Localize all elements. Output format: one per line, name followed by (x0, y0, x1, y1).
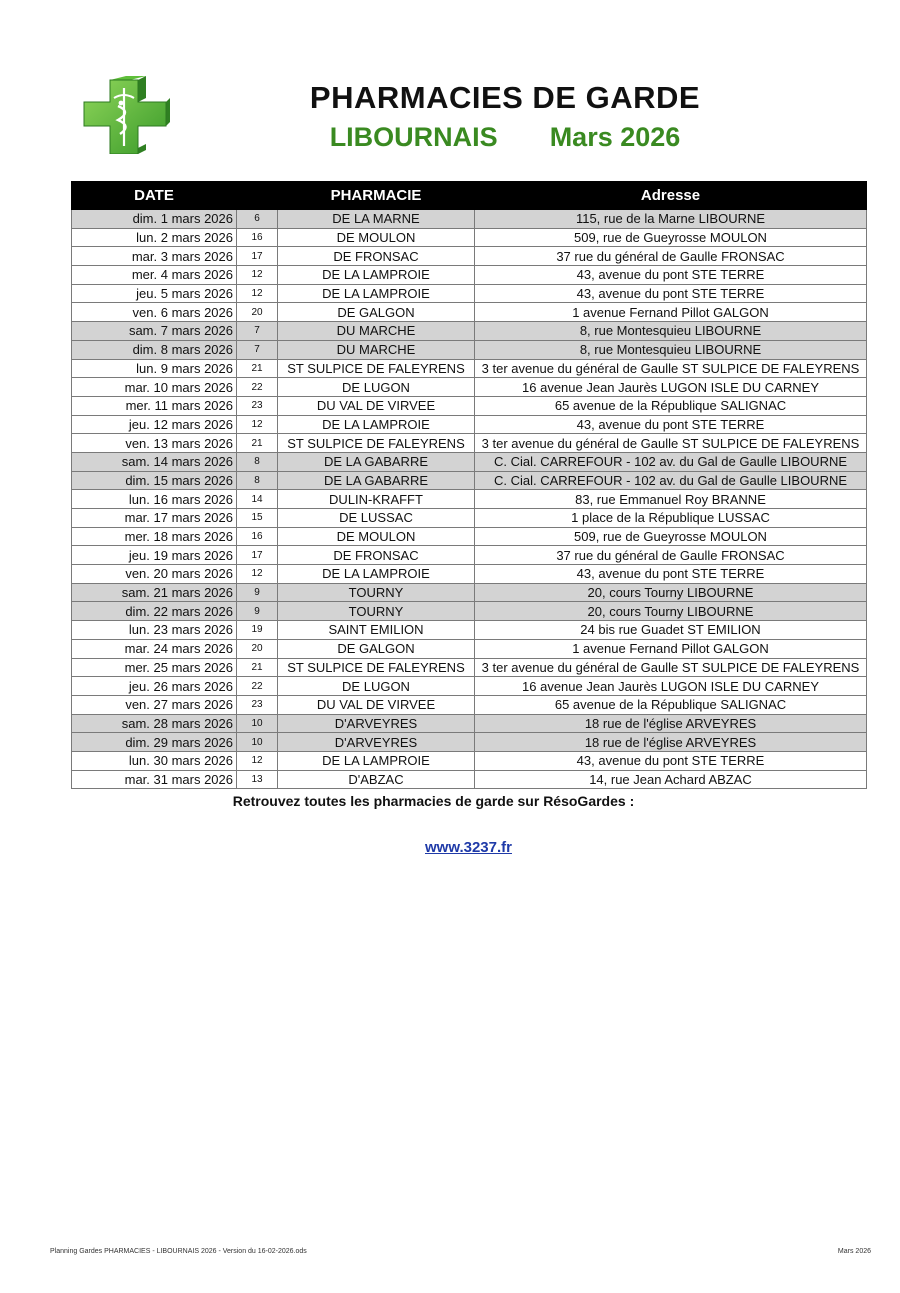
table-row (72, 621, 867, 640)
table-row (72, 340, 867, 359)
cell-num: 23 (237, 695, 278, 714)
cell-num: 17 (237, 546, 278, 565)
cell-num: 12 (237, 266, 278, 285)
cell-adresse: 37 rue du général de Gaulle FRONSAC (475, 546, 867, 565)
cell-date: ven. 27 mars 2026 (72, 695, 237, 714)
cell-adresse: 8, rue Montesquieu LIBOURNE (475, 340, 867, 359)
cell-num: 12 (237, 751, 278, 770)
cell-pharmacie: ST SULPICE DE FALEYRENS (278, 359, 475, 378)
table-row (72, 359, 867, 378)
cell-adresse: 43, avenue du pont STE TERRE (475, 284, 867, 303)
cell-adresse: 509, rue de Gueyrosse MOULON (475, 527, 867, 546)
cell-num: 20 (237, 303, 278, 322)
cell-adresse: 43, avenue du pont STE TERRE (475, 415, 867, 434)
cell-pharmacie: D'ARVEYRES (278, 714, 475, 733)
cell-num: 16 (237, 527, 278, 546)
cell-date: mar. 3 mars 2026 (72, 247, 237, 266)
cell-num: 9 (237, 602, 278, 621)
cell-pharmacie: DE LA GABARRE (278, 471, 475, 490)
cell-adresse: 16 avenue Jean Jaurès LUGON ISLE DU CARNEY (475, 378, 867, 397)
table-row (72, 509, 867, 528)
table-row (72, 284, 867, 303)
garde-table (71, 181, 867, 789)
cell-num: 7 (237, 340, 278, 359)
cell-pharmacie: DU VAL DE VIRVEE (278, 695, 475, 714)
footer-month: Mars 2026 (837, 1248, 871, 1255)
month-name: Mars 2026 (549, 122, 681, 152)
cell-pharmacie: TOURNY (278, 583, 475, 602)
page-subtitle (230, 122, 780, 153)
cell-adresse: 65 avenue de la République SALIGNAC (475, 695, 867, 714)
table-row (72, 322, 867, 341)
cell-num: 12 (237, 284, 278, 303)
cell-adresse: 3 ter avenue du général de Gaulle ST SULPICE DE FALEYRENS (475, 658, 867, 677)
table-row (72, 210, 867, 229)
cell-pharmacie: SAINT EMILION (278, 621, 475, 640)
column-header-adresse: Adresse (475, 182, 867, 210)
cell-date: mar. 24 mars 2026 (72, 639, 237, 658)
table-row (72, 452, 867, 471)
cell-date: sam. 21 mars 2026 (72, 583, 237, 602)
cell-pharmacie: DE GALGON (278, 639, 475, 658)
table-row (72, 565, 867, 584)
cell-pharmacie: DE LA LAMPROIE (278, 751, 475, 770)
cell-date: lun. 2 mars 2026 (72, 228, 237, 247)
table-row (72, 677, 867, 696)
cell-adresse: 509, rue de Gueyrosse MOULON (475, 228, 867, 247)
cell-date: mar. 10 mars 2026 (72, 378, 237, 397)
cell-pharmacie: DE LUSSAC (278, 509, 475, 528)
cell-date: dim. 1 mars 2026 (72, 210, 237, 229)
cell-num: 19 (237, 621, 278, 640)
cell-date: jeu. 19 mars 2026 (72, 546, 237, 565)
cell-pharmacie: DE LA LAMPROIE (278, 415, 475, 434)
promo-text (71, 793, 866, 809)
cell-date: sam. 14 mars 2026 (72, 452, 237, 471)
column-header-pharmacie: PHARMACIE (278, 182, 475, 210)
cell-pharmacie: DE GALGON (278, 303, 475, 322)
cell-pharmacie: DU MARCHE (278, 322, 475, 341)
table-row (72, 266, 867, 285)
table-row (72, 733, 867, 752)
table-row (72, 770, 867, 789)
cell-num: 21 (237, 434, 278, 453)
page-title: PHARMACIES DE GARDE (309, 80, 701, 115)
cell-date: lun. 23 mars 2026 (72, 621, 237, 640)
cell-num: 22 (237, 677, 278, 696)
cell-adresse: 18 rue de l'église ARVEYRES (475, 733, 867, 752)
cell-num: 8 (237, 471, 278, 490)
cell-num: 14 (237, 490, 278, 509)
cell-adresse: 3 ter avenue du général de Gaulle ST SULPICE DE FALEYRENS (475, 434, 867, 453)
cell-adresse: 1 avenue Fernand Pillot GALGON (475, 303, 867, 322)
table-row (72, 583, 867, 602)
cell-date: ven. 13 mars 2026 (72, 434, 237, 453)
cell-adresse: 43, avenue du pont STE TERRE (475, 565, 867, 584)
cell-adresse: 115, rue de la Marne LIBOURNE (475, 210, 867, 229)
cell-date: sam. 7 mars 2026 (72, 322, 237, 341)
cell-date: mar. 31 mars 2026 (72, 770, 237, 789)
table-row (72, 527, 867, 546)
cell-num: 16 (237, 228, 278, 247)
table-row (72, 658, 867, 677)
cell-date: dim. 29 mars 2026 (72, 733, 237, 752)
cell-num: 8 (237, 452, 278, 471)
cell-adresse: 8, rue Montesquieu LIBOURNE (475, 322, 867, 341)
table-row (72, 695, 867, 714)
cell-date: sam. 28 mars 2026 (72, 714, 237, 733)
cell-pharmacie: DE LUGON (278, 378, 475, 397)
cell-pharmacie: DE LA MARNE (278, 210, 475, 229)
cell-adresse: 43, avenue du pont STE TERRE (475, 266, 867, 285)
cell-date: mer. 18 mars 2026 (72, 527, 237, 546)
cell-num: 7 (237, 322, 278, 341)
table-row (72, 434, 867, 453)
cell-adresse: 65 avenue de la République SALIGNAC (475, 396, 867, 415)
table-row (72, 639, 867, 658)
cell-adresse: C. Cial. CARREFOUR - 102 av. du Gal de Gaulle LIBOURNE (475, 471, 867, 490)
cell-pharmacie: DE LUGON (278, 677, 475, 696)
cell-date: jeu. 12 mars 2026 (72, 415, 237, 434)
cell-pharmacie: ST SULPICE DE FALEYRENS (278, 434, 475, 453)
cell-adresse: 1 avenue Fernand Pillot GALGON (475, 639, 867, 658)
cell-pharmacie: DE MOULON (278, 228, 475, 247)
cell-pharmacie: DE MOULON (278, 527, 475, 546)
cell-date: mer. 4 mars 2026 (72, 266, 237, 285)
cell-pharmacie: DE FRONSAC (278, 247, 475, 266)
cell-date: mar. 17 mars 2026 (72, 509, 237, 528)
cell-adresse: 1 place de la République LUSSAC (475, 509, 867, 528)
table-row (72, 602, 867, 621)
table-row (72, 228, 867, 247)
cell-pharmacie: DE LA LAMPROIE (278, 266, 475, 285)
cell-num: 10 (237, 733, 278, 752)
cell-pharmacie: DU VAL DE VIRVEE (278, 396, 475, 415)
pharmacy-cross-logo-icon (80, 76, 170, 154)
cell-pharmacie: ST SULPICE DE FALEYRENS (278, 658, 475, 677)
cell-adresse: 18 rue de l'église ARVEYRES (475, 714, 867, 733)
table-row (72, 751, 867, 770)
cell-date: jeu. 26 mars 2026 (72, 677, 237, 696)
cell-date: dim. 8 mars 2026 (72, 340, 237, 359)
cell-num: 15 (237, 509, 278, 528)
cell-date: lun. 9 mars 2026 (72, 359, 237, 378)
region-name: LIBOURNAIS (329, 122, 498, 152)
cell-date: ven. 6 mars 2026 (72, 303, 237, 322)
cell-num: 6 (237, 210, 278, 229)
cell-adresse: 24 bis rue Guadet ST EMILION (475, 621, 867, 640)
cell-num: 17 (237, 247, 278, 266)
table-row (72, 714, 867, 733)
column-header-num (237, 182, 278, 210)
cell-adresse: 16 avenue Jean Jaurès LUGON ISLE DU CARNEY (475, 677, 867, 696)
cell-adresse: 3 ter avenue du général de Gaulle ST SULPICE DE FALEYRENS (475, 359, 867, 378)
cell-adresse: 83, rue Emmanuel Roy BRANNE (475, 490, 867, 509)
cell-adresse: 43, avenue du pont STE TERRE (475, 751, 867, 770)
cell-adresse: 20, cours Tourny LIBOURNE (475, 602, 867, 621)
cell-date: mer. 11 mars 2026 (72, 396, 237, 415)
cell-num: 22 (237, 378, 278, 397)
table-row (72, 471, 867, 490)
cell-num: 12 (237, 565, 278, 584)
cell-num: 12 (237, 415, 278, 434)
cell-pharmacie: D'ARVEYRES (278, 733, 475, 752)
promo-label: Retrouvez toutes les pharmacies de garde sur RésoGardes : (232, 793, 635, 809)
table-row (72, 303, 867, 322)
cell-pharmacie: TOURNY (278, 602, 475, 621)
cell-adresse: 37 rue du général de Gaulle FRONSAC (475, 247, 867, 266)
cell-date: jeu. 5 mars 2026 (72, 284, 237, 303)
table-row (72, 415, 867, 434)
cell-pharmacie: DU MARCHE (278, 340, 475, 359)
column-header-date: DATE (72, 182, 237, 210)
cell-date: mer. 25 mars 2026 (72, 658, 237, 677)
cell-num: 23 (237, 396, 278, 415)
cell-num: 9 (237, 583, 278, 602)
table-body (72, 210, 867, 789)
table-row (72, 378, 867, 397)
cell-num: 20 (237, 639, 278, 658)
table-row (72, 247, 867, 266)
cell-date: lun. 30 mars 2026 (72, 751, 237, 770)
footer-file-info: Planning Gardes PHARMACIES - LIBOURNAIS 2026 - Version du 16-02-2026.ods (50, 1248, 307, 1255)
cell-num: 10 (237, 714, 278, 733)
table-row (72, 396, 867, 415)
cell-adresse: C. Cial. CARREFOUR - 102 av. du Gal de Gaulle LIBOURNE (475, 452, 867, 471)
cell-date: dim. 22 mars 2026 (72, 602, 237, 621)
cell-pharmacie: DE LA LAMPROIE (278, 565, 475, 584)
cell-date: dim. 15 mars 2026 (72, 471, 237, 490)
resogardes-link-wrap (71, 839, 866, 856)
cell-num: 21 (237, 359, 278, 378)
cell-pharmacie: DE FRONSAC (278, 546, 475, 565)
table-row (72, 490, 867, 509)
cell-adresse: 14, rue Jean Achard ABZAC (475, 770, 867, 789)
resogardes-link[interactable]: www.3237.fr (425, 839, 512, 856)
table-header-row (72, 182, 867, 210)
cell-pharmacie: DE LA LAMPROIE (278, 284, 475, 303)
cell-pharmacie: DULIN-KRAFFT (278, 490, 475, 509)
cell-date: ven. 20 mars 2026 (72, 565, 237, 584)
cell-pharmacie: DE LA GABARRE (278, 452, 475, 471)
table-row (72, 546, 867, 565)
cell-num: 13 (237, 770, 278, 789)
cell-adresse: 20, cours Tourny LIBOURNE (475, 583, 867, 602)
cell-date: lun. 16 mars 2026 (72, 490, 237, 509)
cell-num: 21 (237, 658, 278, 677)
cell-pharmacie: D'ABZAC (278, 770, 475, 789)
